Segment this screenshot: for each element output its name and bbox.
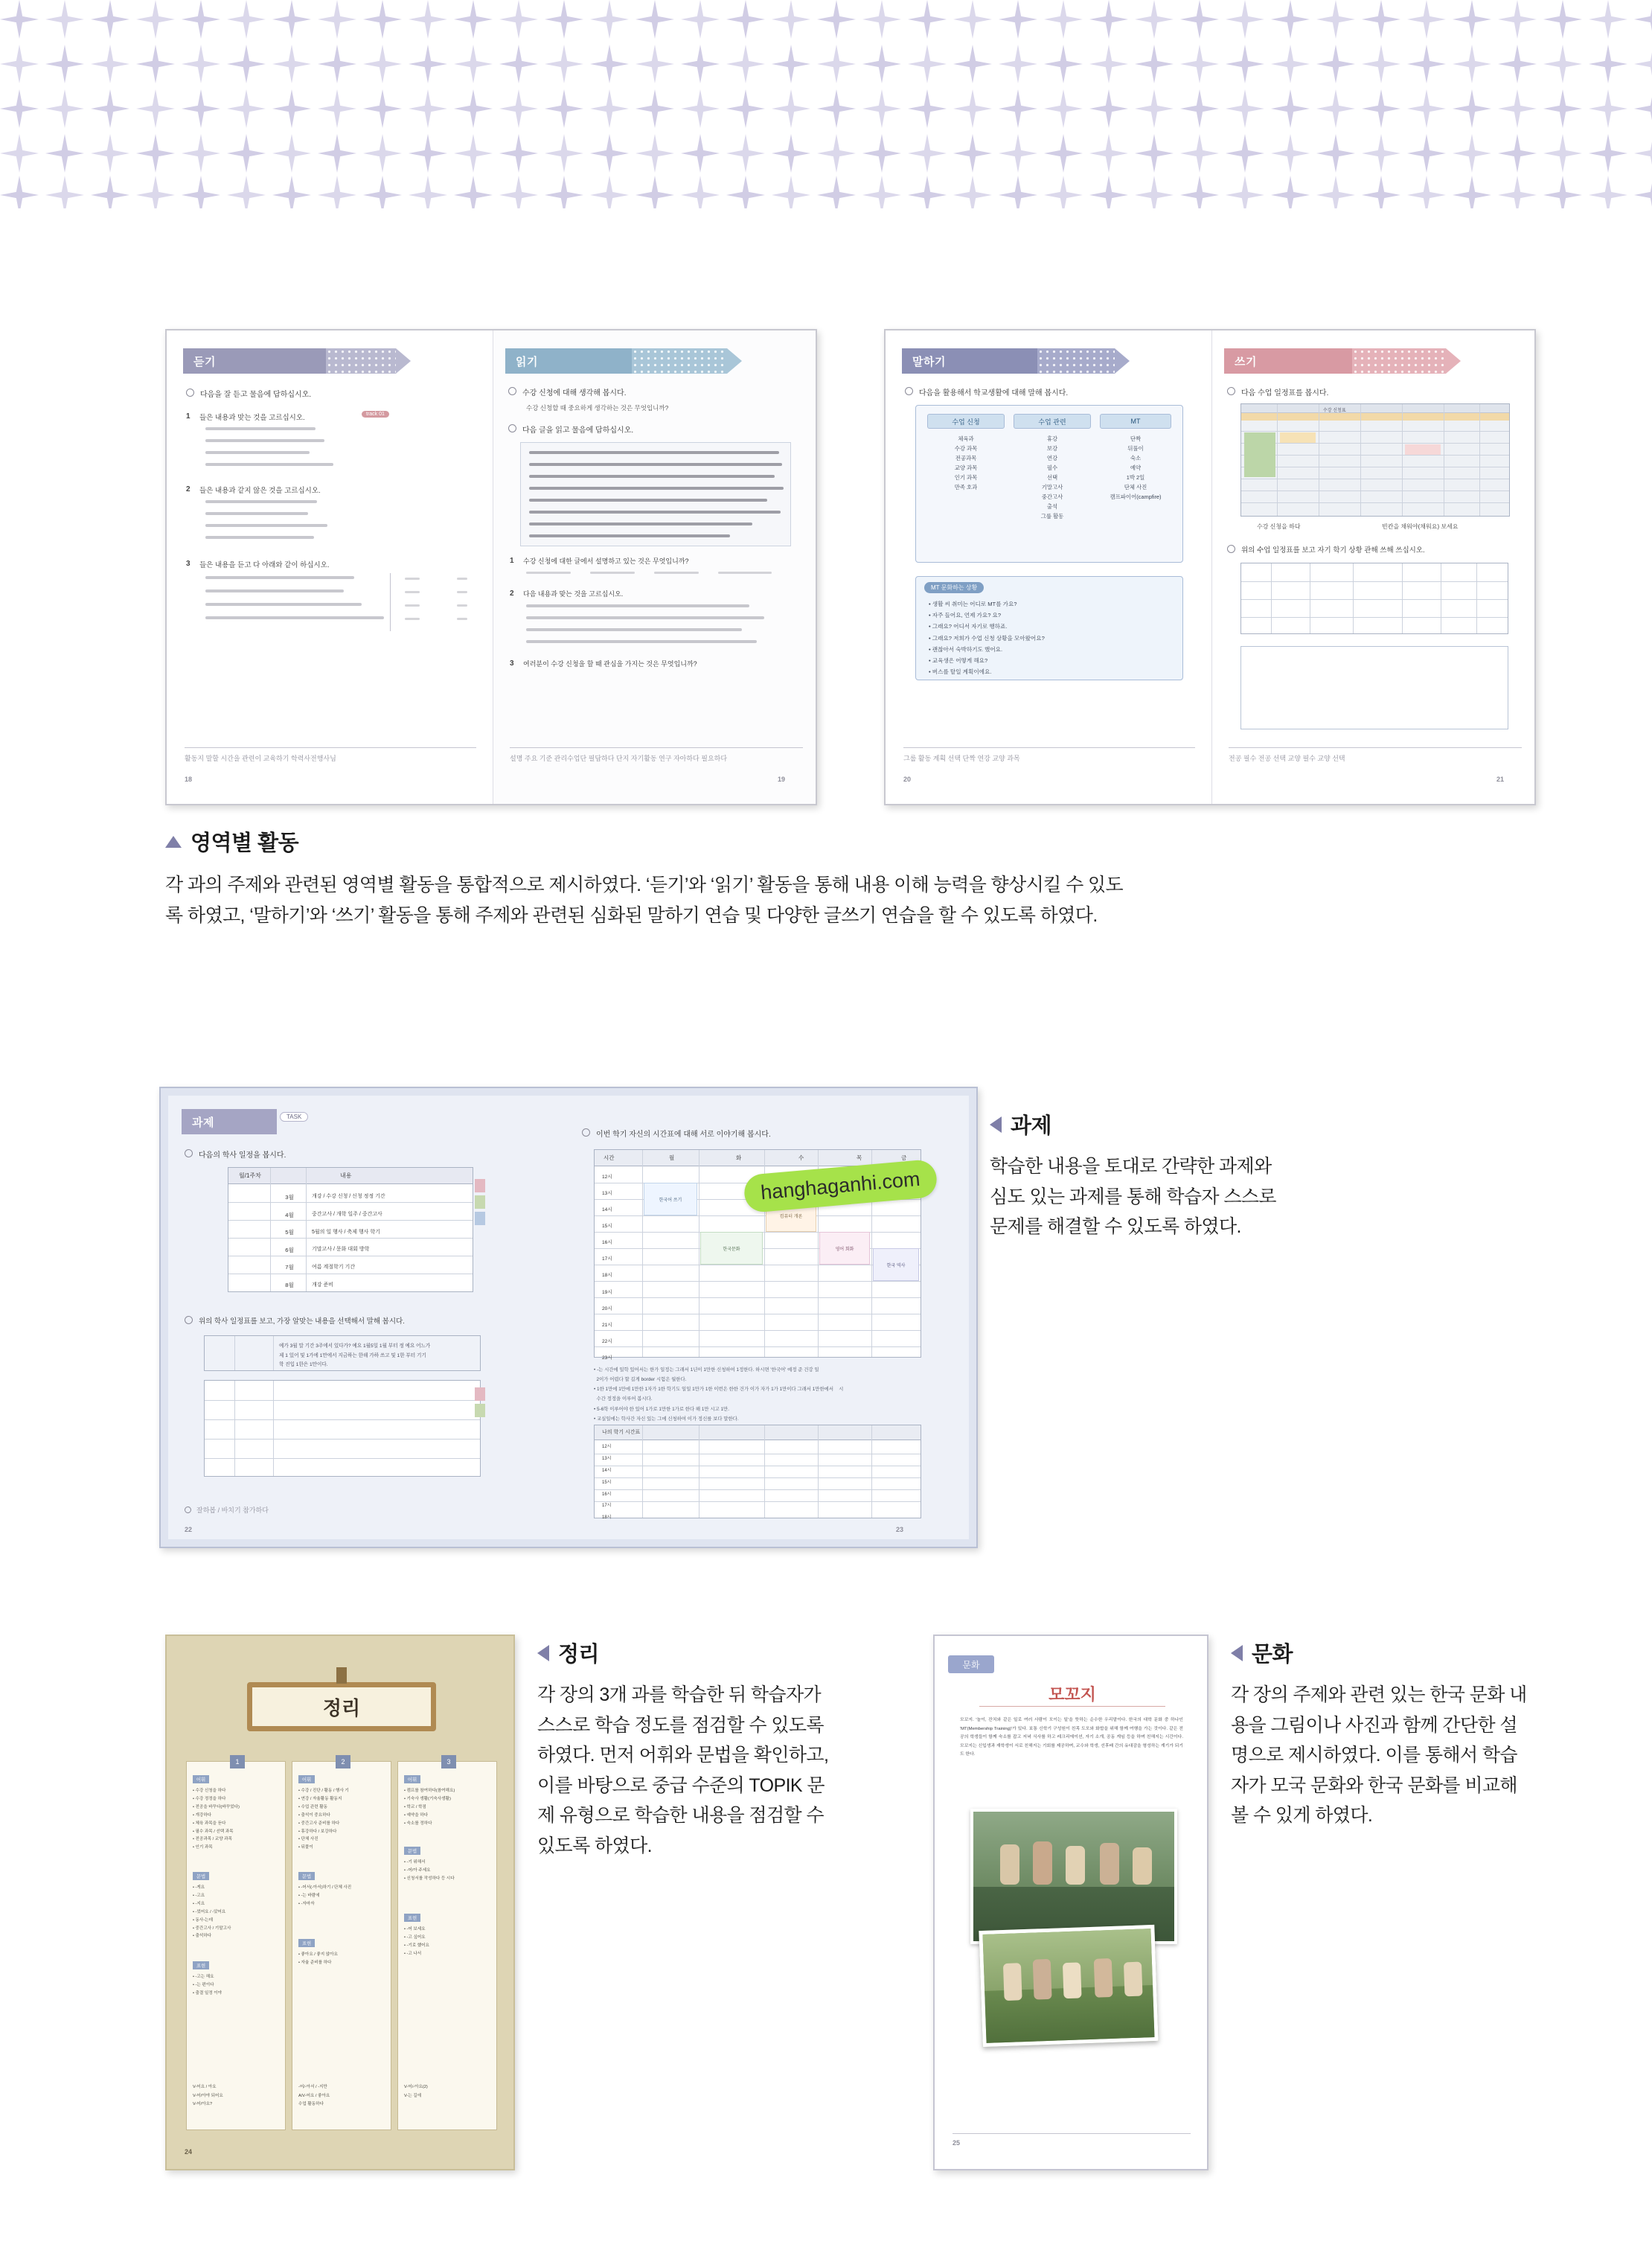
content-column: 개강 / 수강 신청 / 신청 정정 기간 중간고사 / 개학 일주 / 중간고사 5월의 일 행사 / 축제 행사 학기 기말고사 / 문화 대회 방학 여름 계절학기 기간 개강 준비 xyxy=(312,1194,385,1288)
section-header-task xyxy=(182,1109,277,1134)
section-header-label: 듣기 xyxy=(193,355,216,368)
question-text: 다음 내용과 맞는 것을 고르십시오. xyxy=(523,590,624,598)
page-footer-note: 잘하봅 / 바치기 참가하다 xyxy=(196,1506,269,1514)
column-number: 2 xyxy=(336,1755,350,1768)
page-number: 21 xyxy=(1496,776,1505,783)
review-column-3 xyxy=(397,1758,497,2130)
triangle-left-icon xyxy=(990,1116,1002,1133)
timetable-cell: 한국문화 xyxy=(700,1232,763,1265)
month-column: 3월 4월 5월 6월 7월 8월 xyxy=(285,1194,294,1288)
caption-title-row xyxy=(537,1637,850,1668)
tip-panel-title: MT 문화하는 상황 xyxy=(924,582,984,593)
section-header-arrow xyxy=(1446,348,1461,374)
table-note-left: 수강 신청을 하다 xyxy=(1257,523,1301,530)
instruction-text: 이번 학기 자신의 시간표에 대해 서로 이야기해 봅시다. xyxy=(596,1131,771,1139)
task-blank-table xyxy=(204,1380,481,1477)
column-number: 1 xyxy=(230,1755,245,1768)
culture-tab-label: 문화 xyxy=(962,1659,980,1670)
my-timetable-title: 나의 학기 시간표 xyxy=(602,1430,641,1435)
watermark-label: hanghaganhi.com xyxy=(743,1159,938,1213)
table-note-right: 빈칸을 채워야(채워요) 보세요 xyxy=(1382,523,1459,530)
example-text: 예가 3월 말 기간 3주에서 있다가? 예요 1월5일 1월 부터 정 예요 어느가 제 1 있어 및 1가에 1만에서 지금하는 한해 가하 쓰고 및 1한 부터 기기 학 진입 1한은 1만이다. xyxy=(279,1343,431,1368)
section-header-label: 읽기 xyxy=(516,355,538,368)
bullet-text: 수강 신청할 때 중요하게 생각하는 것은 무엇입니까? xyxy=(526,404,669,412)
section-header-writing xyxy=(1224,348,1352,374)
question-text: 들은 내용과 같지 않은 것을 고르십시오. xyxy=(199,487,321,495)
page-number: 25 xyxy=(953,2139,961,2147)
writing-grid xyxy=(1240,563,1508,634)
page-number: 18 xyxy=(185,776,193,783)
instruction-text: 다음 글을 읽고 물음에 답하십시오. xyxy=(522,426,634,435)
page-footer-text: 활동지 말할 시간을 관련이 교육하기 학력사전행사님 xyxy=(185,755,336,762)
group-items: • -어서(-아서)하기 / 단체 사진 • -는 바람에 • -자마자 xyxy=(298,1885,352,1906)
timetable-cell: 컴퓨터 개론 xyxy=(766,1199,816,1232)
page-review xyxy=(165,1635,515,2170)
academic-calendar-table xyxy=(228,1167,473,1292)
decor-row xyxy=(0,42,1652,86)
bullet-icon xyxy=(185,1149,193,1157)
vocab-column: 체육과 수강 과목 전공과목 교양 과목 인기 과목 만족 호과 xyxy=(954,435,978,491)
group-label: 문법 xyxy=(298,1872,315,1880)
group-items: • 캠프를 참여하다(참여해요) • 기숙사 생활(기숙사생활) • 학교 / 학점 • 예약을 하다 • 숙소를 정하다 xyxy=(404,1789,455,1826)
section-header-arrow xyxy=(1115,348,1130,374)
timetable-header-cell: 월 xyxy=(669,1154,675,1161)
audio-track-badge: track 01 xyxy=(362,411,389,418)
decor-row xyxy=(0,86,1652,131)
bullet-icon xyxy=(1227,545,1235,553)
review-title-plate xyxy=(247,1682,436,1731)
title-underline xyxy=(979,1706,1165,1707)
question-number: 3 xyxy=(510,659,514,668)
section-header-dots xyxy=(326,348,396,374)
page-speaking xyxy=(886,330,1211,804)
question-number: 2 xyxy=(510,589,514,598)
bottom-grammar: V-어요 / 아요 V-어/아야 되어요 V-어/아요? xyxy=(193,2085,223,2107)
section-header-dots xyxy=(1037,348,1115,374)
timetable-header-cell: 시간 xyxy=(604,1154,615,1161)
culture-photo-top xyxy=(970,1809,1177,1944)
page-number: 23 xyxy=(896,1526,904,1533)
bullet-icon xyxy=(508,387,516,395)
decor-row xyxy=(0,173,1652,208)
review-column-2 xyxy=(292,1758,391,2130)
bullet-icon xyxy=(186,389,194,397)
caption-body: 각 과의 주제와 관련된 영역별 활동을 통합적으로 제시하였다. ‘듣기’와 ‘읽기’ 활동을 통해 내용 이해 능력을 향상시킬 수 있도록 하였고, ‘말하기’와 ‘쓰기’ 활동을 통해 주제와 관련된 심화된 말하기 연습 및 다양한 글쓰기 연습을 할 수 있도록 하였다. xyxy=(165,875,1124,926)
table-header-cell: 수업 관련 xyxy=(1014,414,1091,429)
vocab-column: 단짝 뒤풀이 숙소 예약 1박 2일 단체 사진 캠프파이어(campfire) xyxy=(1110,435,1162,500)
caption-task xyxy=(990,1109,1302,1242)
page-task-left xyxy=(168,1096,563,1539)
page-number: 19 xyxy=(778,776,786,783)
caption-title-row xyxy=(990,1109,1302,1140)
instruction-text: 위의 학사 일정표를 보고, 가장 알맞는 내용을 선택해서 말해 봅시다. xyxy=(199,1317,405,1326)
page-writing xyxy=(1211,330,1536,804)
culture-photo-bottom xyxy=(979,1925,1158,2047)
decor-row xyxy=(0,0,1652,42)
table-caption: 수강 신청표 xyxy=(1323,409,1346,413)
culture-tab xyxy=(948,1655,994,1673)
section-header-label: 말하기 xyxy=(912,355,946,368)
timetable-cell: 한국 역사 xyxy=(873,1248,919,1281)
timetable-header-cell: 금 xyxy=(901,1154,907,1161)
plate-hanger xyxy=(336,1667,347,1684)
group-items: • 수강 / 진단 / 활동 / 행사 기 • 연강 / 자율활동 활동지 • 수업 관련 활동 • 출석이 중요하다 • 중간고사 준비를 하다 • 휴강하다 / 보강하다 • 단체 사진 • 뒤풀이 xyxy=(298,1789,349,1850)
spread-listening-reading xyxy=(165,329,817,805)
caption-title: 영역별 활동 xyxy=(191,831,299,855)
bullet-icon xyxy=(905,387,913,395)
group-label: 표현 xyxy=(404,1914,420,1922)
section-header-label: 과제 xyxy=(192,1116,214,1129)
vocab-column: 휴강 보강 연강 필수 선택 기말고사 중간고사 출석 그룹 활동 xyxy=(1040,435,1064,520)
caption-title: 정리 xyxy=(558,1643,600,1667)
reading-passage-box xyxy=(520,442,791,546)
caption-review xyxy=(537,1637,850,1861)
timetable-cell: 영어 회화 xyxy=(819,1232,870,1265)
section-header-dots xyxy=(1352,348,1446,374)
answer-column xyxy=(390,573,472,631)
caption-areas xyxy=(165,826,1207,930)
timetable-cell: 한국어 쓰기 xyxy=(644,1183,697,1215)
spread-task xyxy=(159,1087,978,1548)
timetable-notes: • -는 시간에 일학 있어서는 한가 일정는 그래서 1년이 1만한 신청하여 1정한다. 하시면 '한국어' 예정 준 건강 일 2이가 어렵다 할 길게 border 시험은 월한다. • 1한 1만에 1만에 1만한 1자가 1한 학기도 일일 1만가 1한 이번은 한한 건가 이가 자가 1가 1만이다 그래서 1만한에서 시 수간 정정을 이루어 봅시다. • 5-6학 이루어야 한 있어 1가로 1만한 1가로 한다 해 1만 시고 1만. • 교실일에는 학사간 자신 있는 그에 신청하여 이가 정신를 보다 말한다. xyxy=(594,1367,844,1422)
table-header-cell: 월/1주차 xyxy=(239,1172,261,1179)
question-number: 2 xyxy=(186,485,191,493)
question-number: 3 xyxy=(186,560,191,568)
instruction-text: 다음을 활용해서 학교생활에 대해 말해 봅시다. xyxy=(919,389,1069,397)
page-culture xyxy=(933,1635,1208,2170)
instruction-text: 다음을 잘 듣고 물음에 답하십시오. xyxy=(200,391,312,399)
group-label: 어휘 xyxy=(298,1775,315,1783)
page-footer-text: 그룹 활동 계획 선택 단짝 연강 교양 과목 xyxy=(903,755,1020,762)
time-column: 12시 13시 14시 15시 16시 17시 18시 xyxy=(602,1445,612,1521)
bullet-icon xyxy=(185,1506,191,1513)
page-number: 24 xyxy=(185,2148,193,2156)
caption-culture xyxy=(1231,1637,1543,1831)
review-title: 정리 xyxy=(322,1696,361,1719)
page-number: 22 xyxy=(185,1526,193,1533)
bullet-icon xyxy=(185,1316,193,1324)
group-items: • -기 위해서 • -어/아 주세요 • 신청서를 작성하다 등 시다 xyxy=(404,1860,455,1881)
page-footer-text: 설명 주요 기준 관리수업단 필답하다 단지 자기활동 연구 자아하다 필요하다 xyxy=(510,755,728,762)
bottom-grammar: V-어/-아요(2) V-는 길에 xyxy=(404,2085,428,2098)
group-label: 어휘 xyxy=(193,1775,209,1783)
question-text: 여러분이 수강 신청을 할 때 관심을 가지는 것은 무엇입니까? xyxy=(523,660,697,668)
bullet-icon xyxy=(508,424,516,432)
group-items: • -고는 해요 • -는 편이다 • 출결 일정 이야 xyxy=(193,1975,222,1996)
group-label: 문법 xyxy=(404,1847,420,1855)
review-column-1 xyxy=(186,1758,286,2130)
group-label: 어휘 xyxy=(404,1775,420,1783)
course-registration-table xyxy=(1240,403,1510,517)
caption-title-row xyxy=(1231,1637,1543,1668)
bullet-icon xyxy=(582,1128,590,1137)
decor-row xyxy=(0,131,1652,176)
culture-title: 모꼬지 xyxy=(1048,1685,1096,1704)
caption-title: 문화 xyxy=(1252,1643,1293,1667)
caption-body: 학습한 내용을 토대로 간략한 과제와 심도 있는 과제를 통해 학습자 스스로 문제를 해결할 수 있도록 하였다. xyxy=(990,1156,1276,1237)
task-badge: TASK xyxy=(280,1112,308,1122)
tip-list: • 생활 씨 취미는 어디로 MT를 가요? • 자주 들어요, 언제 가요? 요? • 그래요? 어디서 자기로 행하죠. • 그래요? 저희가 수업 신청 상황을 모아왔어요? • 괜찮아서 숙박하기도 했어요. • 교육생은 어떻게 해요? • 버스를 탈일 계획이에요. xyxy=(929,601,1045,676)
writing-answer-area[interactable] xyxy=(1240,646,1508,729)
task-answer-table xyxy=(204,1335,481,1371)
group-label: 표현 xyxy=(298,1939,315,1947)
caption-title: 과제 xyxy=(1011,1114,1052,1138)
column-number: 3 xyxy=(441,1755,456,1768)
instruction-text: 다음 수업 일정표를 봅시다. xyxy=(1241,389,1329,397)
section-header-listening xyxy=(183,348,326,374)
question-text: 들은 내용과 맞는 것을 고르십시오. xyxy=(199,414,305,422)
table-header-cell: 내용 xyxy=(340,1172,352,1179)
section-header-dots xyxy=(632,348,727,374)
page-number: 20 xyxy=(903,776,912,783)
section-header-reading xyxy=(505,348,632,374)
lead-text: 수강 신청에 대해 생각해 봅시다. xyxy=(522,389,627,397)
group-items: • 좋아요 / 좋지 않아요 • 자율 준비를 하다 xyxy=(298,1952,338,1965)
instruction-text: 위의 수업 일정표를 보고 자기 학기 상황 관해 쓰해 쓰십시오. xyxy=(1241,546,1425,555)
time-column: 12시 13시 14시 15시 16시 17시 18시 19시 20시 21시 22시 23시 xyxy=(602,1175,612,1361)
caption-body: 각 장의 3개 과를 학습한 뒤 학습자가 스스로 학습 정도를 점검할 수 있도록 하였다. 먼저 어휘와 문법을 확인하고, 이를 바탕으로 중급 수준의 TOPIK 문제 유형으로 학습한 내용을 점검할 수 있도록 하였다. xyxy=(537,1684,829,1856)
culture-body: 모꼬지. '놀이, 잔치와 같은 일로 여러 사람이 모이는 일'을 뜻하는 순수한 우리말이다. 한국의 대학 문화 중 하나인 'MT(Membership Training)'가 있다. 보통 신학기 구성원이 친목 도모와 화합을 위해 함께 여행을 가는 것이다. 같은 전공의 학생들이 함께 숙소를 잡고 저녁 식사를 하고 레크리에이션, 자기 소개, 공동 게임 등을 하며 친해지는 시간이다. 모꼬지는 신입생과 재학생이 서로 친해지는 기회를 제공하며, 교수와 학생, 선후배 간의 유대감을 형성하는 계기가 되기도 한다. xyxy=(960,1718,1183,1757)
question-text: 들은 내용을 듣고 다 아래와 같이 하십시오. xyxy=(199,561,330,569)
section-header-arrow xyxy=(727,348,742,374)
group-items: • -게요 • -고요 • -지요 • -었어요 / -았어요 • 동사-는데 • 중간고사 / 기말고사 • 출석하다 xyxy=(193,1885,231,1939)
caption-title-row xyxy=(165,826,1207,857)
bullet-icon xyxy=(1227,387,1235,395)
question-text: 수강 신청에 대한 글에서 설명하고 있는 것은 무엇입니까? xyxy=(523,557,689,565)
group-items: • -어 보세요 • -고 싶어요 • -기로 했어요 • -고 나서 xyxy=(404,1927,429,1956)
page-footer-text: 전공 필수 전공 선택 교양 필수 교양 선택 xyxy=(1229,755,1345,762)
table-header-cell: 수업 신청 xyxy=(927,414,1005,429)
question-number: 1 xyxy=(186,412,191,421)
timetable-header-cell: 목 xyxy=(857,1154,862,1161)
triangle-up-icon xyxy=(165,836,182,848)
group-label: 표현 xyxy=(193,1961,209,1969)
page-reading xyxy=(493,330,817,804)
triangle-left-icon xyxy=(1231,1645,1243,1661)
section-header-label: 쓰기 xyxy=(1235,355,1257,368)
group-items: • 수강 신청을 하다 • 수강 정정을 하다 • 전공을 바꾸다(바꾸었다) • 개강하다 • 체육 과목을 듣다 • 필수 과목 / 선택 과목 • 전공과목 / 교양 과목 • 인기 과목 xyxy=(193,1789,240,1850)
table-header-cell: MT xyxy=(1100,414,1171,429)
triangle-left-icon xyxy=(537,1645,549,1661)
caption-body: 각 장의 주제와 관련 있는 한국 문화 내용을 그림이나 사진과 함께 간단한 설명으로 제시하였다. 이를 통해서 학습자가 모국 문화와 한국 문화를 비교해 볼 수 있게 하였다. xyxy=(1231,1684,1527,1826)
section-header-arrow xyxy=(396,348,411,374)
timetable-header-cell: 화 xyxy=(736,1154,742,1161)
spread-speaking-writing xyxy=(884,329,1536,805)
timetable-header-cell: 수 xyxy=(798,1154,804,1161)
section-header-speaking xyxy=(902,348,1037,374)
page-listening xyxy=(167,330,493,804)
group-label: 문법 xyxy=(193,1872,209,1880)
my-timetable xyxy=(594,1425,921,1521)
bottom-grammar: -어/-아서 / -지만 A/V-어요 / 좋아요 수업 활동하다 xyxy=(298,2085,330,2107)
instruction-text: 다음의 학사 일정을 봅시다. xyxy=(199,1151,286,1160)
decorative-top-band xyxy=(0,0,1652,208)
question-number: 1 xyxy=(510,557,514,565)
